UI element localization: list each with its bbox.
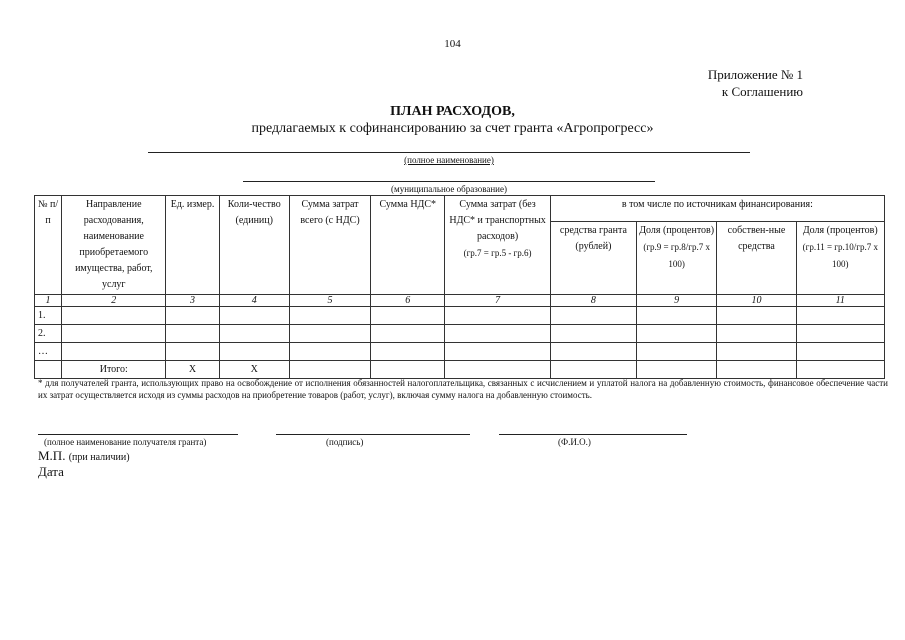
cell xyxy=(219,325,289,343)
column-numbers-row xyxy=(35,295,885,307)
table-row xyxy=(35,325,885,343)
cell xyxy=(550,343,636,361)
col-number: 6 xyxy=(371,295,445,307)
vat-footnote: * для получателей гранта, использующих право на освобождение от исполнения обязанностей налогоплательщика, связанных с исчислением и уплатой налога на добавленную стоимость, финансовое обеспечение части их затрат осуществляется исходя из суммы расходов на приобретение товаров (работ, услуг), включая сумму налога на добавленную стоимость. xyxy=(38,378,888,400)
cell xyxy=(445,361,550,379)
cell xyxy=(717,361,796,379)
row-number xyxy=(35,361,62,379)
col-number: 1 xyxy=(35,295,62,307)
col-header-direction: Направление расходования, наименование приобретаемого имущества, работ, услуг xyxy=(62,196,166,295)
col-number: 11 xyxy=(796,295,884,307)
cell xyxy=(637,361,717,379)
cell xyxy=(717,307,796,325)
expense-plan-table xyxy=(34,195,885,379)
signature-line xyxy=(276,434,470,435)
annex-line-1: Приложение № 1 xyxy=(707,67,803,82)
annex-label xyxy=(708,66,803,100)
total-row xyxy=(35,361,885,379)
col-number: 2 xyxy=(62,295,166,307)
col-header-sum-novat xyxy=(445,196,550,295)
cell xyxy=(717,325,796,343)
municipality-caption: (муниципальное образование) xyxy=(391,184,507,194)
total-unit-mark: X xyxy=(166,361,219,379)
cell xyxy=(796,325,884,343)
share-1-label: Доля (процентов) xyxy=(639,225,715,237)
full-name-caption: (полное наименование) xyxy=(404,155,494,165)
total-label: Итого: xyxy=(62,361,166,379)
col-number: 3 xyxy=(166,295,219,307)
col-header-no: № п/п xyxy=(35,196,62,295)
col-number: 10 xyxy=(717,295,796,307)
recipient-line xyxy=(38,434,238,435)
share-1-formula: (гр.9 = гр.8/гр.7 x 100) xyxy=(643,242,710,270)
cell xyxy=(371,361,445,379)
row-number: … xyxy=(35,343,62,361)
header-row-1 xyxy=(35,196,885,222)
document-title: ПЛАН РАСХОДОВ, xyxy=(390,104,515,119)
col-header-sum-vat: Сумма затрат всего (с НДС) xyxy=(289,196,370,295)
col-header-share-2 xyxy=(796,222,884,295)
col-header-vat: Сумма НДС* xyxy=(371,196,445,295)
cell xyxy=(371,343,445,361)
cell xyxy=(371,307,445,325)
col-header-own: собствен-ные средства xyxy=(717,222,796,295)
cell xyxy=(550,307,636,325)
fio-line xyxy=(499,434,687,435)
cell xyxy=(166,343,219,361)
cell xyxy=(717,343,796,361)
cell xyxy=(445,307,550,325)
cell xyxy=(796,343,884,361)
full-name-line xyxy=(148,152,750,153)
annex-line-2: к Соглашению xyxy=(721,84,803,99)
cell xyxy=(289,325,370,343)
cell xyxy=(219,343,289,361)
cell xyxy=(62,325,166,343)
cell xyxy=(62,307,166,325)
cell xyxy=(637,343,717,361)
cell xyxy=(637,307,717,325)
total-qty-mark: X xyxy=(219,361,289,379)
col-header-share-1 xyxy=(637,222,717,295)
col-header-qty: Коли-чество (единиц) xyxy=(219,196,289,295)
share-2-label: Доля (процентов) xyxy=(802,225,878,237)
date-label: Дата xyxy=(38,464,64,479)
cell xyxy=(550,325,636,343)
cell xyxy=(637,325,717,343)
cell xyxy=(371,325,445,343)
cell xyxy=(289,343,370,361)
cell xyxy=(796,361,884,379)
fio-caption: (Ф.И.О.) xyxy=(558,437,591,447)
cell xyxy=(166,307,219,325)
cell xyxy=(445,325,550,343)
stamp-label xyxy=(38,448,130,464)
document-subtitle: предлагаемых к софинансированию за счет гранта «Агропрогресс» xyxy=(251,121,654,136)
recipient-caption: (полное наименование получателя гранта) xyxy=(44,437,207,447)
col-number: 4 xyxy=(219,295,289,307)
municipality-line xyxy=(243,181,655,182)
signature-caption: (подпись) xyxy=(326,437,364,447)
stamp-note: (при наличии) xyxy=(68,452,130,463)
sum-novat-label: Сумма затрат (без НДС* и транспортных расходов) xyxy=(449,199,546,242)
table-row xyxy=(35,307,885,325)
col-number: 7 xyxy=(445,295,550,307)
sum-novat-formula: (гр.7 = гр.5 - гр.6) xyxy=(463,248,532,258)
cell xyxy=(62,343,166,361)
stamp-mp: М.П. xyxy=(38,448,66,463)
col-header-unit: Ед. измер. xyxy=(166,196,219,295)
cell xyxy=(550,361,636,379)
cell xyxy=(219,307,289,325)
col-number: 9 xyxy=(637,295,717,307)
row-number: 1. xyxy=(35,307,62,325)
cell xyxy=(166,325,219,343)
cell xyxy=(796,307,884,325)
cell xyxy=(289,307,370,325)
row-number: 2. xyxy=(35,325,62,343)
cell xyxy=(445,343,550,361)
col-number: 8 xyxy=(550,295,636,307)
col-header-grant: средства гранта (рублей) xyxy=(550,222,636,295)
table-row xyxy=(35,343,885,361)
share-2-formula: (гр.11 = гр.10/гр.7 x 100) xyxy=(802,242,878,270)
col-number: 5 xyxy=(289,295,370,307)
col-header-sources: в том числе по источникам финансирования: xyxy=(550,196,884,222)
page-number: 104 xyxy=(444,38,461,50)
cell xyxy=(289,361,370,379)
